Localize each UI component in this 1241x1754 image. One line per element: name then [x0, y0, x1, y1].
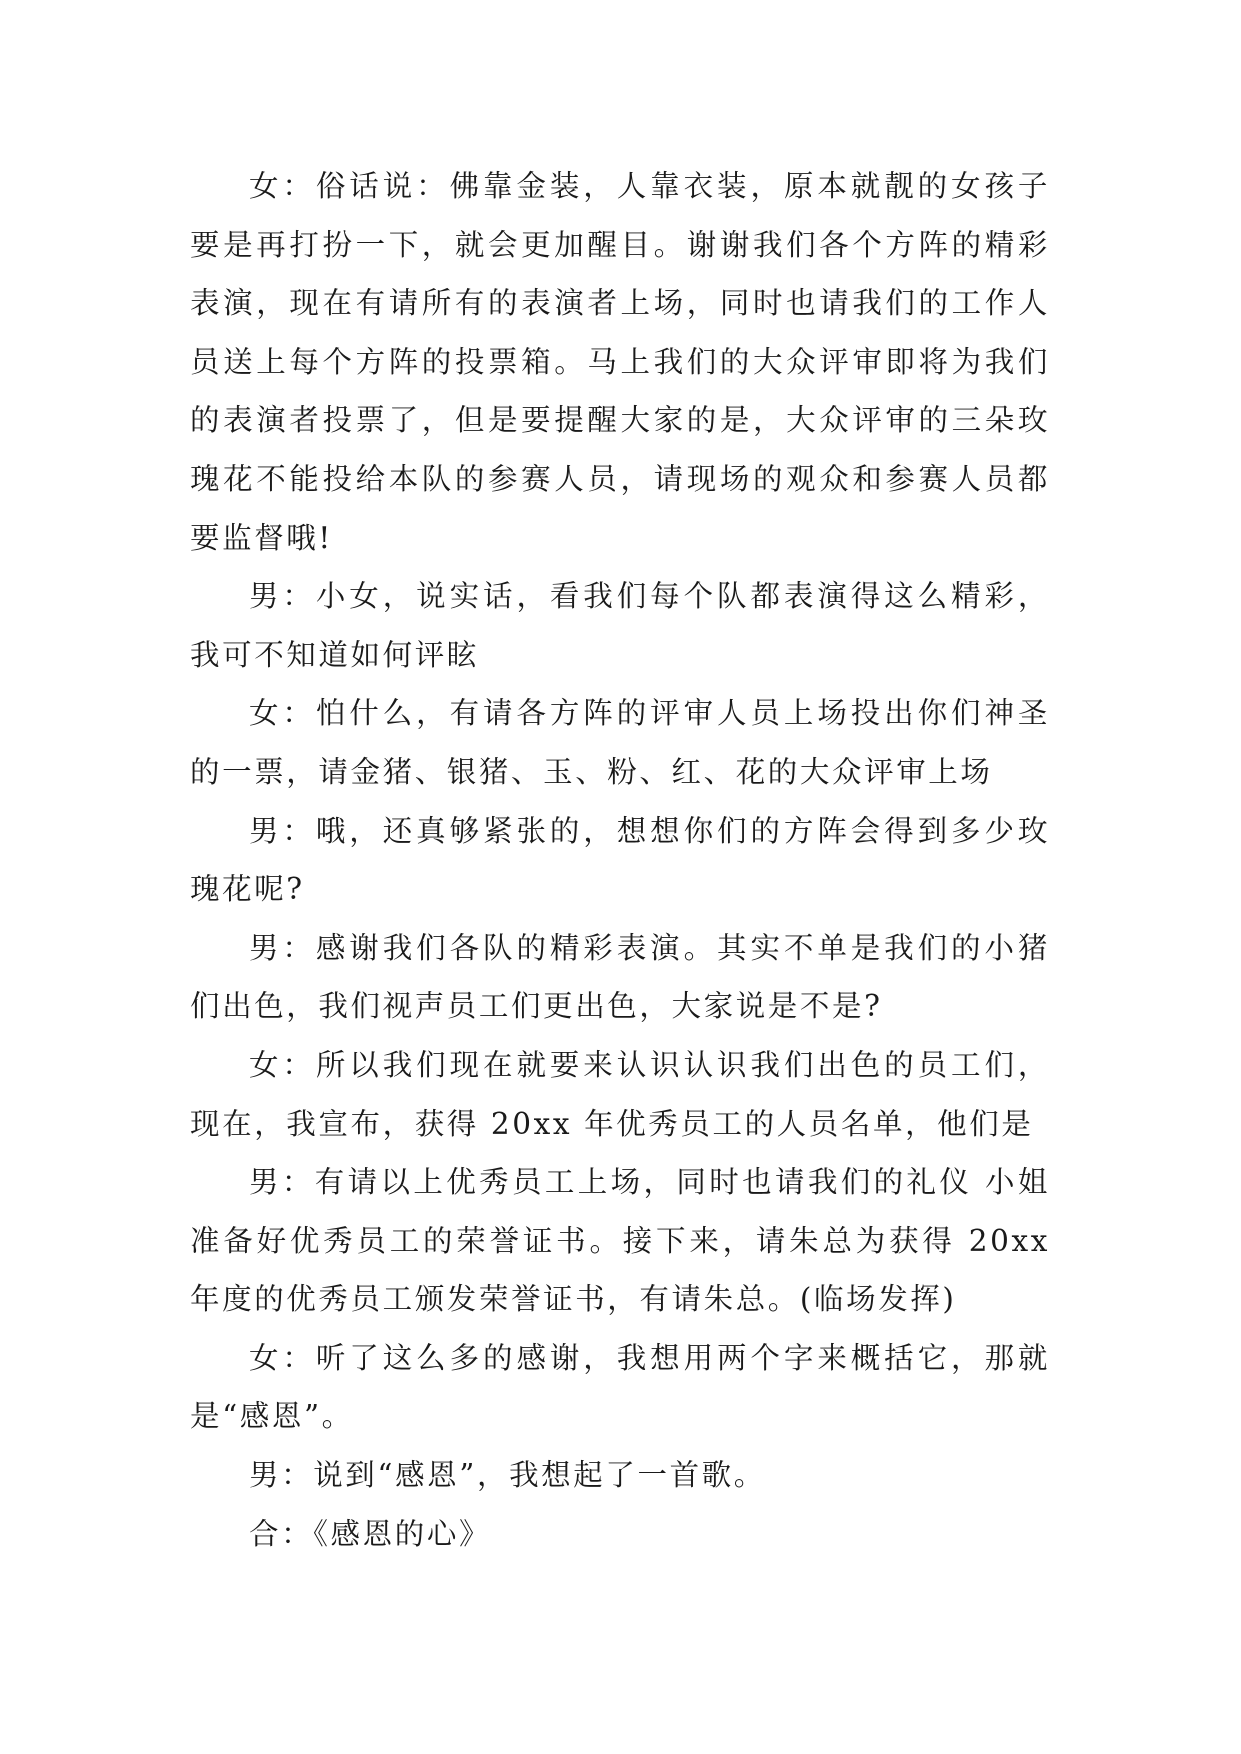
document-body — [190, 157, 1050, 1563]
paragraph-10: 合：《感恩的心》 — [249, 1516, 492, 1551]
paragraph-5: 男：感谢我们各队的精彩表演。其实不单是我们的小猪们出色，我们视声员工们更出色，大家说是不是? — [190, 930, 1050, 1024]
paragraph-8: 女：听了这么多的感谢，我想用两个字来概括它，那就是“感恩”。 — [190, 1340, 1050, 1434]
paragraph-9: 男：说到“感恩”，我想起了一首歌。 — [249, 1458, 766, 1493]
paragraph-1: 女：俗话说：佛靠金装，人靠衣装，原本就靓的女孩子要是再打扮一下，就会更加醒目。谢谢我们各个方阵的精彩表演，现在有请所有的表演者上场，同时也请我们的工作人员送上每个方阵的投票箱。马上我们的大众评审即将为我们的表演者投票了，但是要提醒大家的是，大众评审的三朵玫瑰花不能投给本队的参赛人员，请现场的观众和参赛人员都要监督哦! — [190, 169, 1050, 555]
paragraph-3: 女：怕什么，有请各方阵的评审人员上场投出你们神圣的一票，请金猪、银猪、玉、粉、红、花的大众评审上场 — [190, 696, 1050, 789]
paragraph-2: 男：小女，说实话，看我们每个队都表演得这么精彩，我可不知道如何评眩 — [190, 579, 1050, 672]
paragraph-7: 男：有请以上优秀员工上场，同时也请我们的礼仪 小姐准备好优秀员工的荣誉证书。接下来，请朱总为获得 20xx 年度的优秀员工颁发荣誉证书，有请朱总。(临场发挥) — [190, 1165, 1050, 1317]
paragraph-6: 女：所以我们现在就要来认识认识我们出色的员工们，现在，我宣布，获得 20xx 年优秀员工的人员名单，他们是 — [190, 1047, 1050, 1141]
paragraph-4: 男：哦，还真够紧张的，想想你们的方阵会得到多少玫瑰花呢? — [190, 813, 1050, 907]
